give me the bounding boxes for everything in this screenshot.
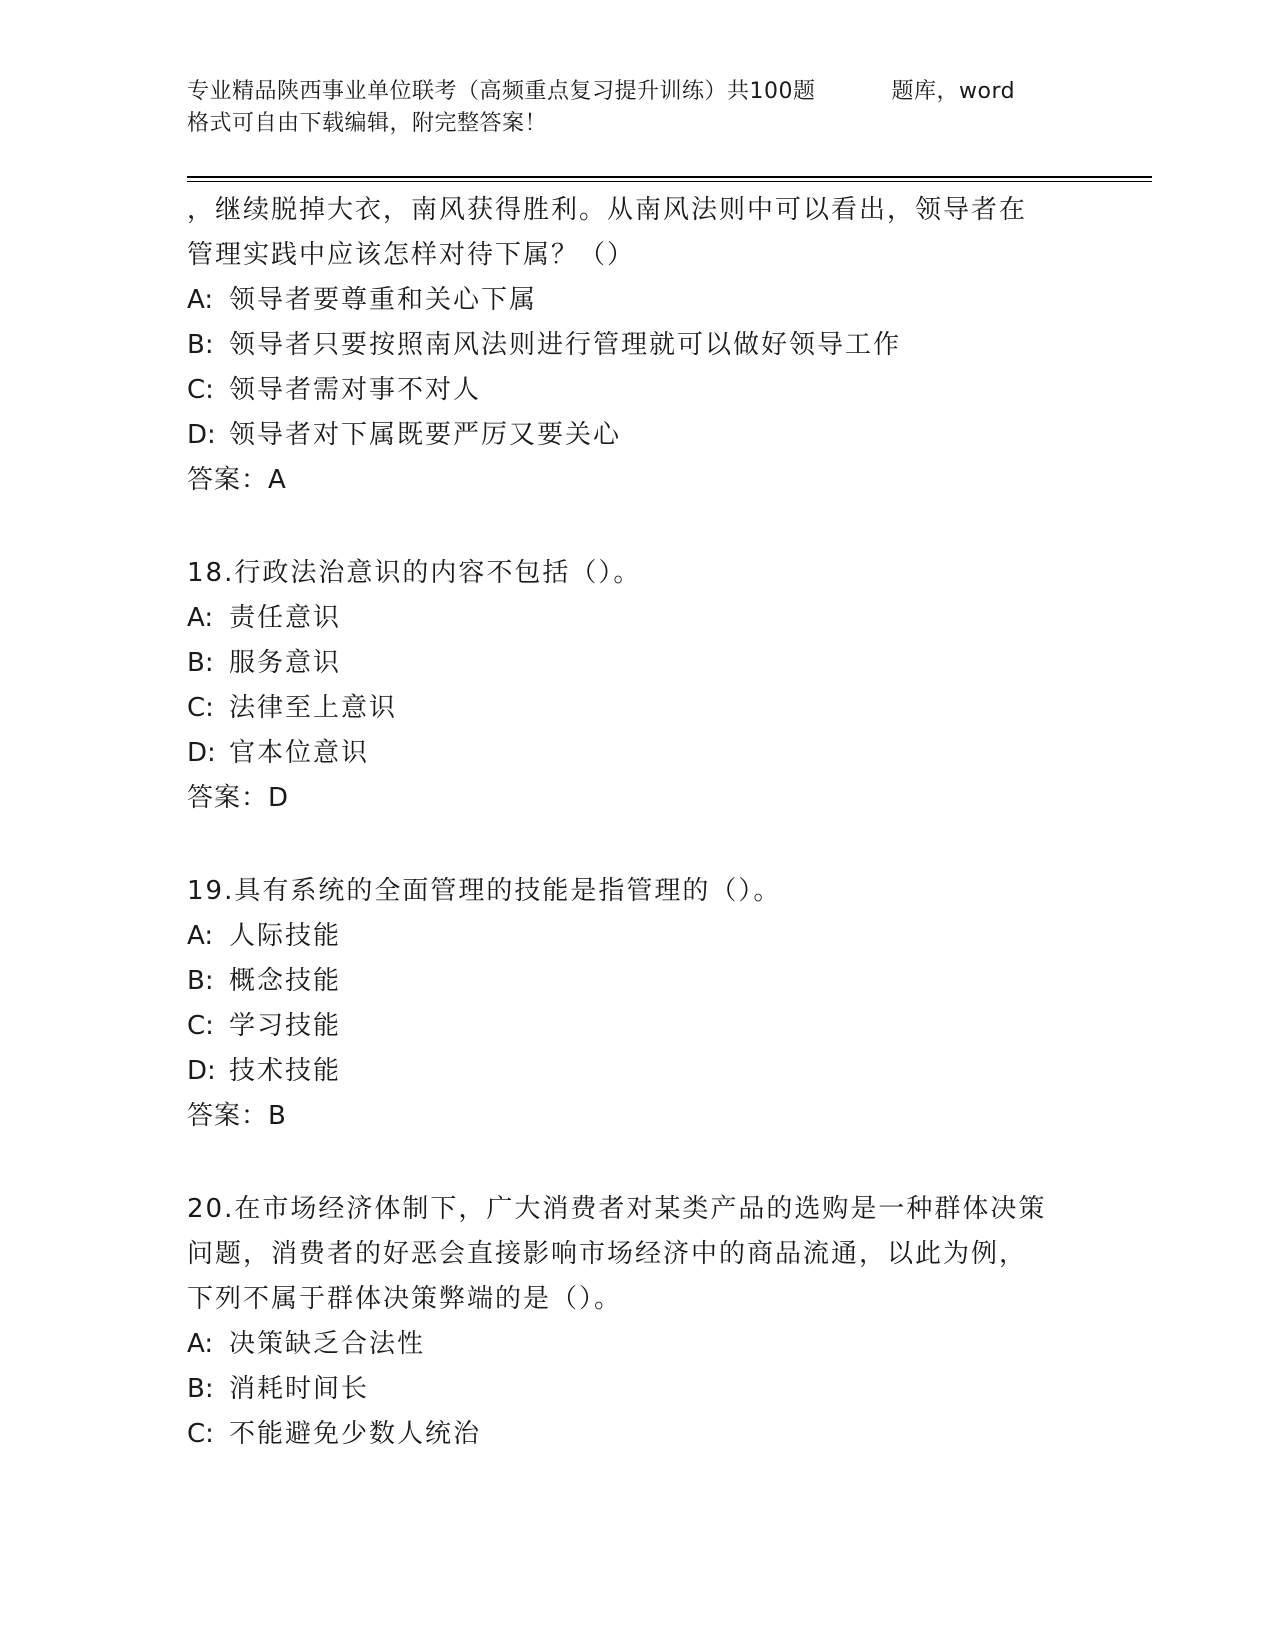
option-text: 技术技能	[229, 1056, 342, 1086]
option-b	[187, 323, 1107, 368]
question-text-line: 19.具有系统的全面管理的技能是指管理的（）。	[187, 876, 782, 906]
option-key: C:	[187, 693, 214, 723]
page-header	[187, 76, 1087, 140]
question-content	[187, 188, 1107, 1457]
option-text: 官本位意识	[229, 738, 370, 768]
option-key: A:	[187, 285, 214, 315]
option-key: D:	[187, 420, 216, 450]
question-text-line: 管理实践中应该怎样对待下属？（）	[187, 240, 636, 270]
option-c	[187, 1412, 1107, 1457]
option-key: A:	[187, 1329, 214, 1359]
option-key: B:	[187, 330, 214, 360]
option-text: 决策缺乏合法性	[229, 1329, 426, 1359]
question-text-line: 问题，消费者的好恶会直接影响市场经济中的商品流通，以此为例，	[187, 1239, 1028, 1269]
header-line-2: 格式可自由下载编辑，附完整答案！	[187, 111, 548, 136]
option-d	[187, 413, 1107, 458]
option-text: 法律至上意识	[229, 693, 398, 723]
option-a	[187, 596, 1107, 641]
question-17-continuation	[187, 188, 1107, 503]
option-key: D:	[187, 1056, 216, 1086]
option-c	[187, 1004, 1107, 1049]
answer-line: 答案：A	[187, 465, 287, 495]
question-text-line: 下列不属于群体决策弊端的是（）。	[187, 1284, 623, 1314]
question-text-line: 18.行政法治意识的内容不包括（）。	[187, 558, 642, 588]
question-19	[187, 869, 1107, 1139]
option-key: A:	[187, 921, 214, 951]
option-text: 领导者需对事不对人	[229, 375, 482, 405]
option-a	[187, 1322, 1107, 1367]
option-b	[187, 959, 1107, 1004]
option-b	[187, 1367, 1107, 1412]
option-key: D:	[187, 738, 216, 768]
option-key: B:	[187, 648, 214, 678]
option-text: 领导者要尊重和关心下属	[229, 285, 538, 315]
answer-line: 答案：D	[187, 783, 290, 813]
option-key: C:	[187, 375, 214, 405]
header-divider-thick	[187, 176, 1152, 178]
option-d	[187, 731, 1107, 776]
question-20	[187, 1187, 1107, 1457]
question-text-line: 20.在市场经济体制下，广大消费者对某类产品的选购是一种群体决策	[187, 1194, 1047, 1224]
option-key: C:	[187, 1419, 214, 1449]
option-a	[187, 278, 1107, 323]
option-a	[187, 914, 1107, 959]
option-text: 不能避免少数人统治	[229, 1419, 482, 1449]
option-text: 消耗时间长	[229, 1374, 370, 1404]
header-line-1	[187, 76, 1087, 108]
option-d	[187, 1049, 1107, 1094]
answer-line: 答案：B	[187, 1101, 287, 1131]
option-c	[187, 686, 1107, 731]
header-title: 专业精品陕西事业单位联考（高频重点复习提升训练）共100题	[187, 79, 816, 104]
option-key: C:	[187, 1011, 214, 1041]
option-text: 领导者只要按照南风法则进行管理就可以做好领导工作	[229, 330, 902, 360]
option-text: 领导者对下属既要严厉又要关心	[229, 420, 622, 450]
option-b	[187, 641, 1107, 686]
question-18	[187, 551, 1107, 821]
option-text: 人际技能	[229, 921, 342, 951]
option-text: 责任意识	[229, 603, 342, 633]
option-text: 服务意识	[229, 648, 342, 678]
option-key: B:	[187, 966, 214, 996]
option-text: 学习技能	[229, 1011, 342, 1041]
option-c	[187, 368, 1107, 413]
option-text: 概念技能	[229, 966, 342, 996]
option-key: A:	[187, 603, 214, 633]
question-text-line: ，继续脱掉大衣，南风获得胜利。从南风法则中可以看出，领导者在	[187, 195, 1028, 225]
header-format-note: 题库，word	[891, 79, 1016, 104]
header-divider-thin	[187, 181, 1152, 182]
option-key: B:	[187, 1374, 214, 1404]
